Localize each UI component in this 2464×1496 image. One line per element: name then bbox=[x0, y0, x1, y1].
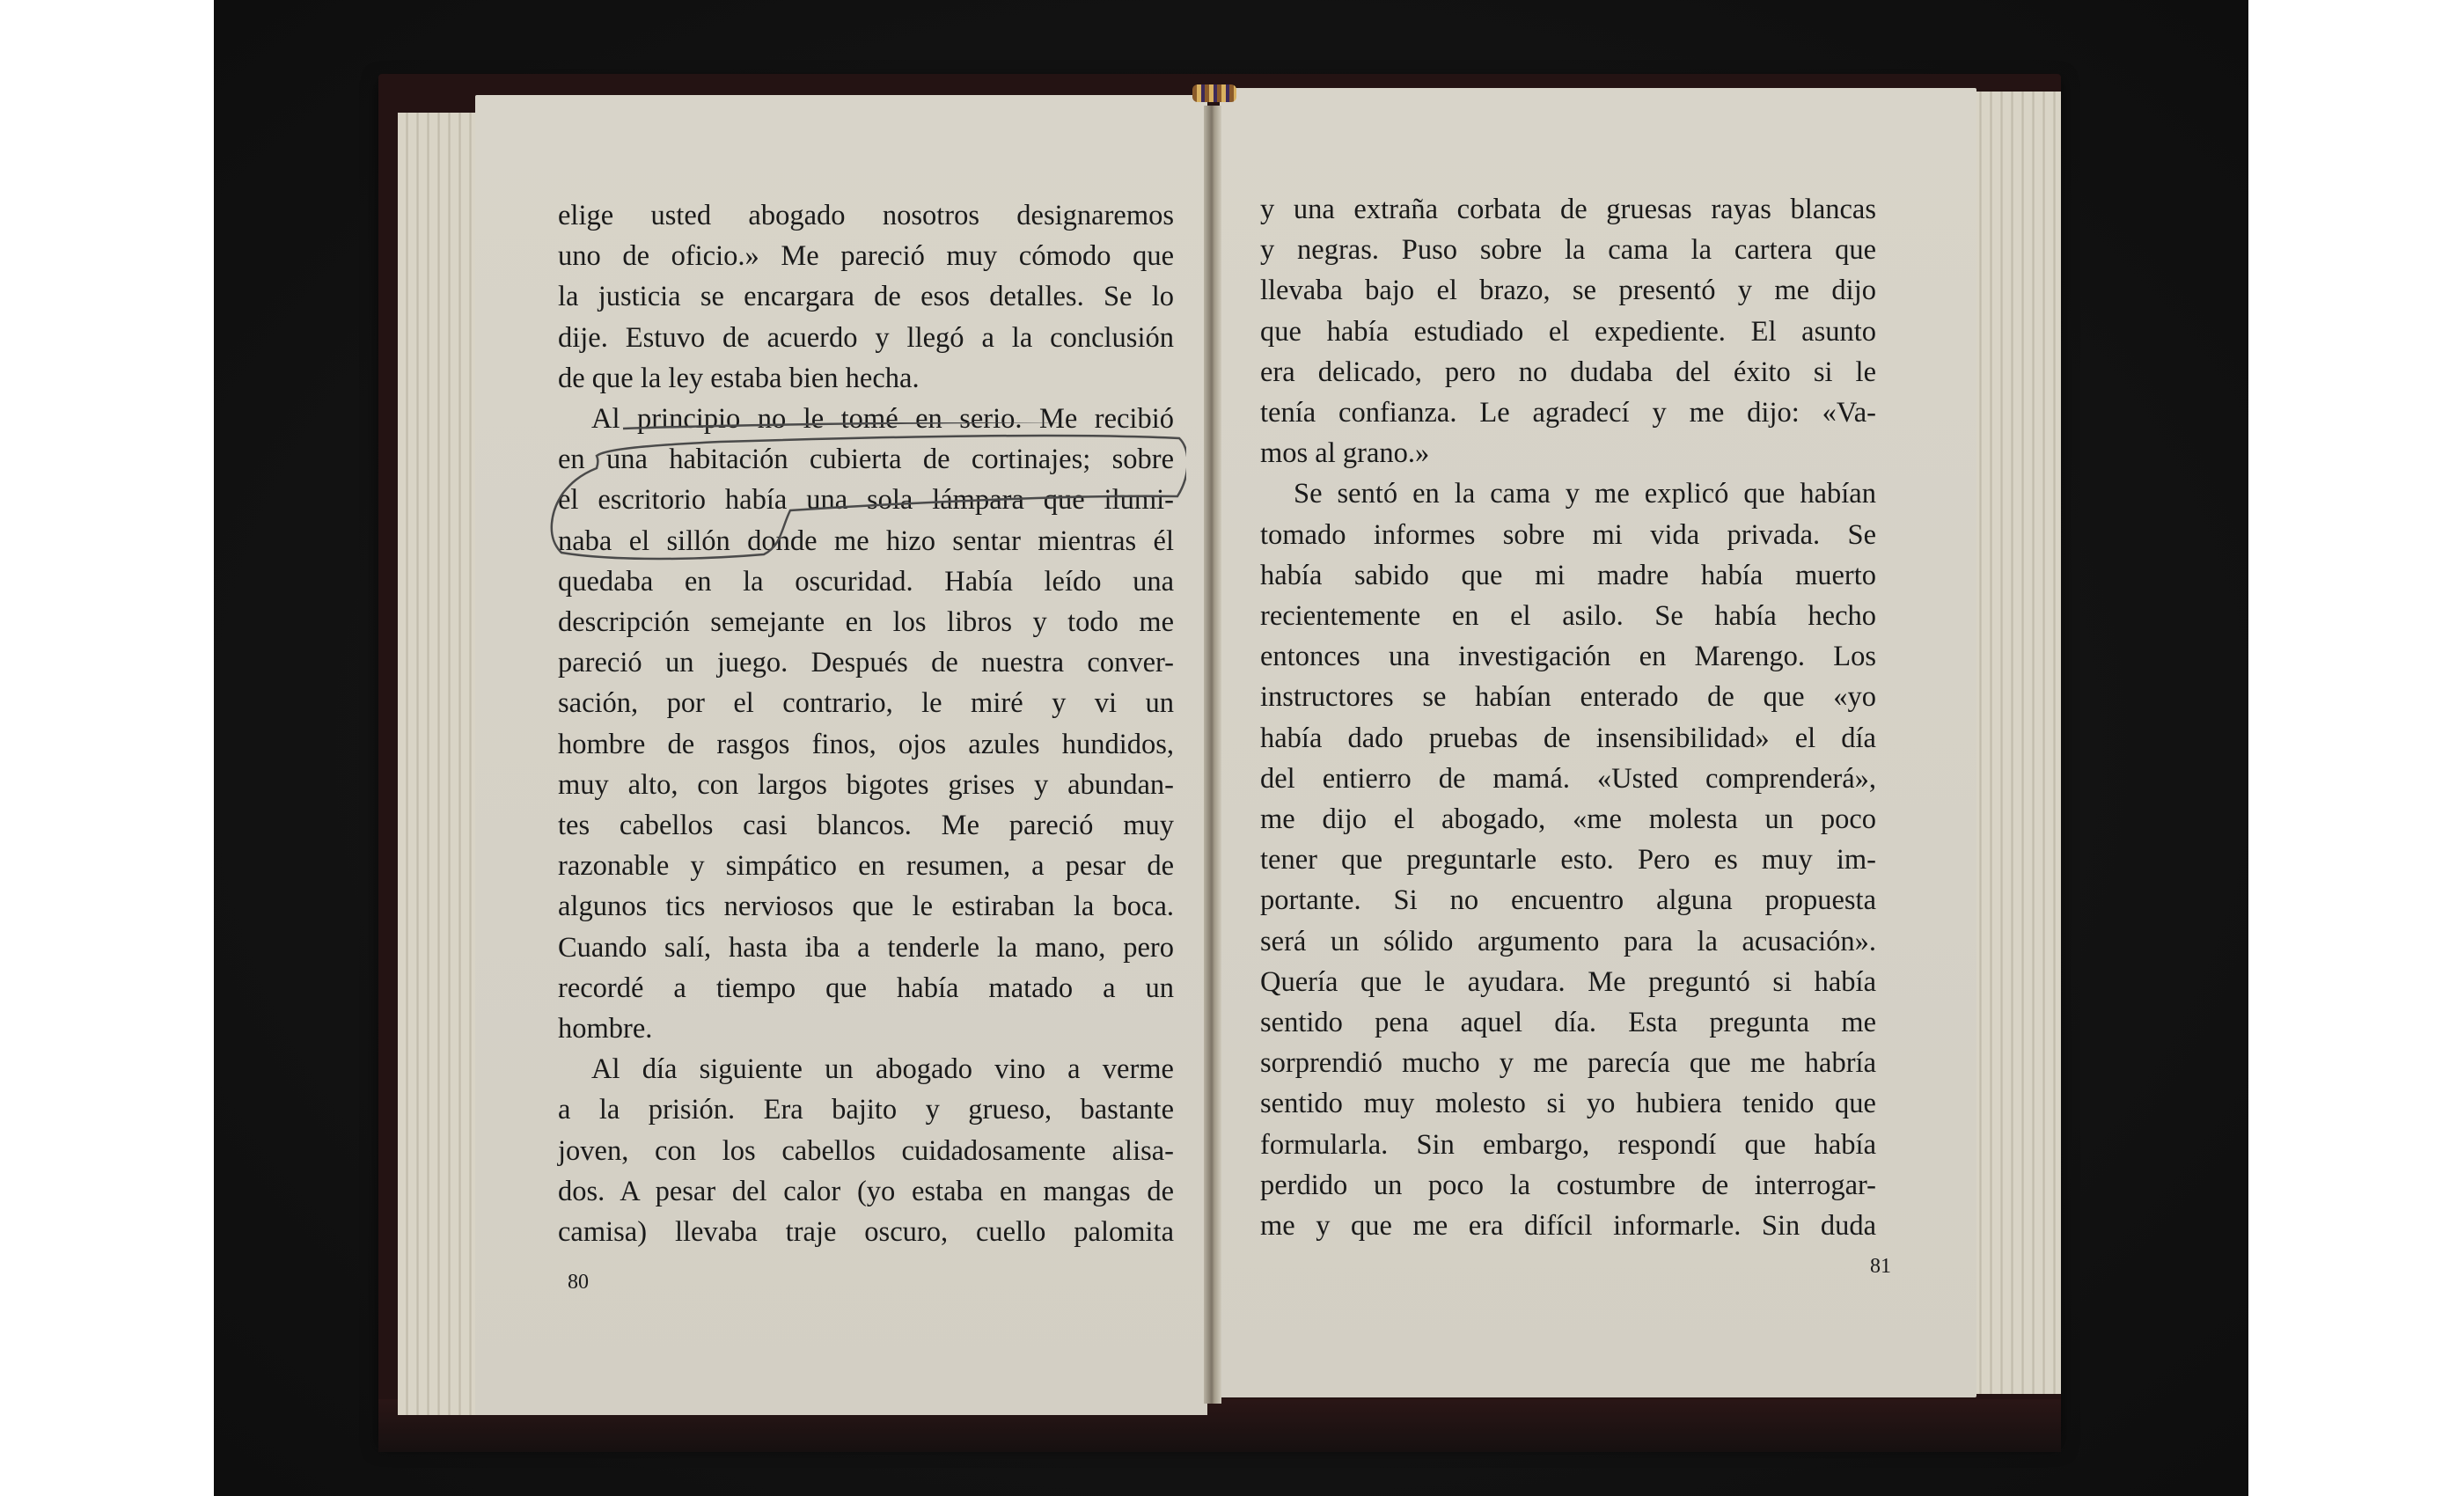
text-line: Al principio no le tomé en serio. Me recibió bbox=[591, 403, 1174, 436]
text-line: y negras. Puso sobre la cama la cartera que bbox=[1260, 234, 1876, 267]
text-line: llevaba bajo el brazo, se presentó y me dijo bbox=[1260, 275, 1876, 307]
book-spine-gutter bbox=[1204, 106, 1221, 1404]
text-line: camisa) llevaba traje oscuro, cuello palomita bbox=[558, 1216, 1174, 1249]
text-line: Al día siguiente un abogado vino a verme bbox=[591, 1053, 1174, 1086]
book-headband bbox=[1192, 84, 1236, 102]
text-line: pareció un juego. Después de nuestra conver- bbox=[558, 647, 1174, 679]
text-line: sentido pena aquel día. Esta pregunta me bbox=[1260, 1007, 1876, 1039]
text-line: me dijo el abogado, «me molesta un poco bbox=[1260, 803, 1876, 836]
text-line: sorprendió mucho y me parecía que me habría bbox=[1260, 1047, 1876, 1080]
text-line: tes cabellos casi blancos. Me pareció muy bbox=[558, 810, 1174, 842]
text-line: dos. A pesar del calor (yo estaba en mangas de bbox=[558, 1175, 1174, 1207]
text-line: hombre. bbox=[558, 1013, 653, 1045]
page-number-right: 81 bbox=[1870, 1255, 1891, 1278]
text-line: tenía confianza. Le agradecí y me dijo: «Va- bbox=[1260, 397, 1876, 429]
text-line: formularla. Sin embargo, respondí que había bbox=[1260, 1128, 1876, 1161]
text-line: tomado informes sobre mi vida privada. Se bbox=[1260, 518, 1876, 551]
text-line: perdido un poco la costumbre de interrogar- bbox=[1260, 1169, 1876, 1201]
text-line: muy alto, con largos bigotes grises y abundan- bbox=[558, 768, 1174, 801]
right-page-text bbox=[1260, 189, 1876, 1246]
text-line: recordé a tiempo que había matado a un bbox=[558, 972, 1174, 1004]
text-line: Cuando salí, hasta iba a tenderle la mano, pero bbox=[558, 931, 1174, 964]
text-line: de que la ley estaba bien hecha. bbox=[558, 362, 920, 394]
text-line: la justicia se encargara de esos detalles. Se lo bbox=[558, 281, 1174, 313]
text-line: que había estudiado el expediente. El asunto bbox=[1260, 315, 1876, 348]
text-line: portante. Si no encuentro alguna propuesta bbox=[1260, 884, 1876, 917]
text-line: será un sólido argumento para la acusación». bbox=[1260, 925, 1876, 957]
text-line: sación, por el contrario, le miré y vi un bbox=[558, 687, 1174, 720]
text-line: Se sentó en la cama y me explicó que habían bbox=[1294, 478, 1876, 510]
text-line: mos al grano.» bbox=[1260, 437, 1430, 470]
text-line: Quería que le ayudara. Me preguntó si había bbox=[1260, 965, 1876, 998]
text-line: naba el sillón donde me hizo sentar mientras él bbox=[558, 524, 1174, 557]
text-line: hombre de rasgos finos, ojos azules hundidos, bbox=[558, 728, 1174, 760]
text-line: el escritorio había una sola lámpara que ilumi- bbox=[558, 484, 1174, 517]
text-line: entonces una investigación en Marengo. Los bbox=[1260, 641, 1876, 673]
text-line: tener que preguntarle esto. Pero es muy im- bbox=[1260, 844, 1876, 876]
text-line: quedaba en la oscuridad. Había leído una bbox=[558, 565, 1174, 598]
text-line: era delicado, pero no dudaba del éxito si le bbox=[1260, 356, 1876, 388]
text-line: y una extraña corbata de gruesas rayas blancas bbox=[1260, 194, 1876, 225]
text-line: algunos tics nerviosos que le estiraban la boca. bbox=[558, 891, 1174, 923]
text-line: instructores se habían enterado de que «yo bbox=[1260, 681, 1876, 714]
text-line: del entierro de mamá. «Usted comprenderá», bbox=[1260, 762, 1876, 795]
text-line: uno de oficio.» Me pareció muy cómodo que bbox=[558, 240, 1174, 273]
text-line: razonable y simpático en resumen, a pesar de bbox=[558, 850, 1174, 883]
right-page-stack bbox=[1971, 92, 2061, 1394]
text-line: a la prisión. Era bajito y grueso, bastante bbox=[558, 1094, 1174, 1126]
left-page-text bbox=[558, 195, 1174, 1252]
text-line: joven, con los cabellos cuidadosamente alisa- bbox=[558, 1134, 1174, 1167]
text-line: sentido muy molesto si yo hubiera tenido que bbox=[1260, 1088, 1876, 1120]
text-line: me y que me era difícil informarle. Sin duda bbox=[1260, 1210, 1876, 1243]
text-line: había dado pruebas de insensibilidad» el día bbox=[1260, 722, 1876, 754]
text-line: recientemente en el asilo. Se había hecho bbox=[1260, 600, 1876, 633]
page-number-left: 80 bbox=[568, 1271, 589, 1294]
text-line: dije. Estuvo de acuerdo y llegó a la conclusión bbox=[558, 321, 1174, 354]
text-line: había sabido que mi madre había muerto bbox=[1260, 559, 1876, 591]
text-line: en una habitación cubierta de cortinajes; sobre bbox=[558, 444, 1174, 476]
text-line: descripción semejante en los libros y todo me bbox=[558, 606, 1174, 639]
text-line: elige usted abogado nosotros designaremos bbox=[558, 200, 1174, 231]
left-page-stack bbox=[398, 113, 479, 1415]
